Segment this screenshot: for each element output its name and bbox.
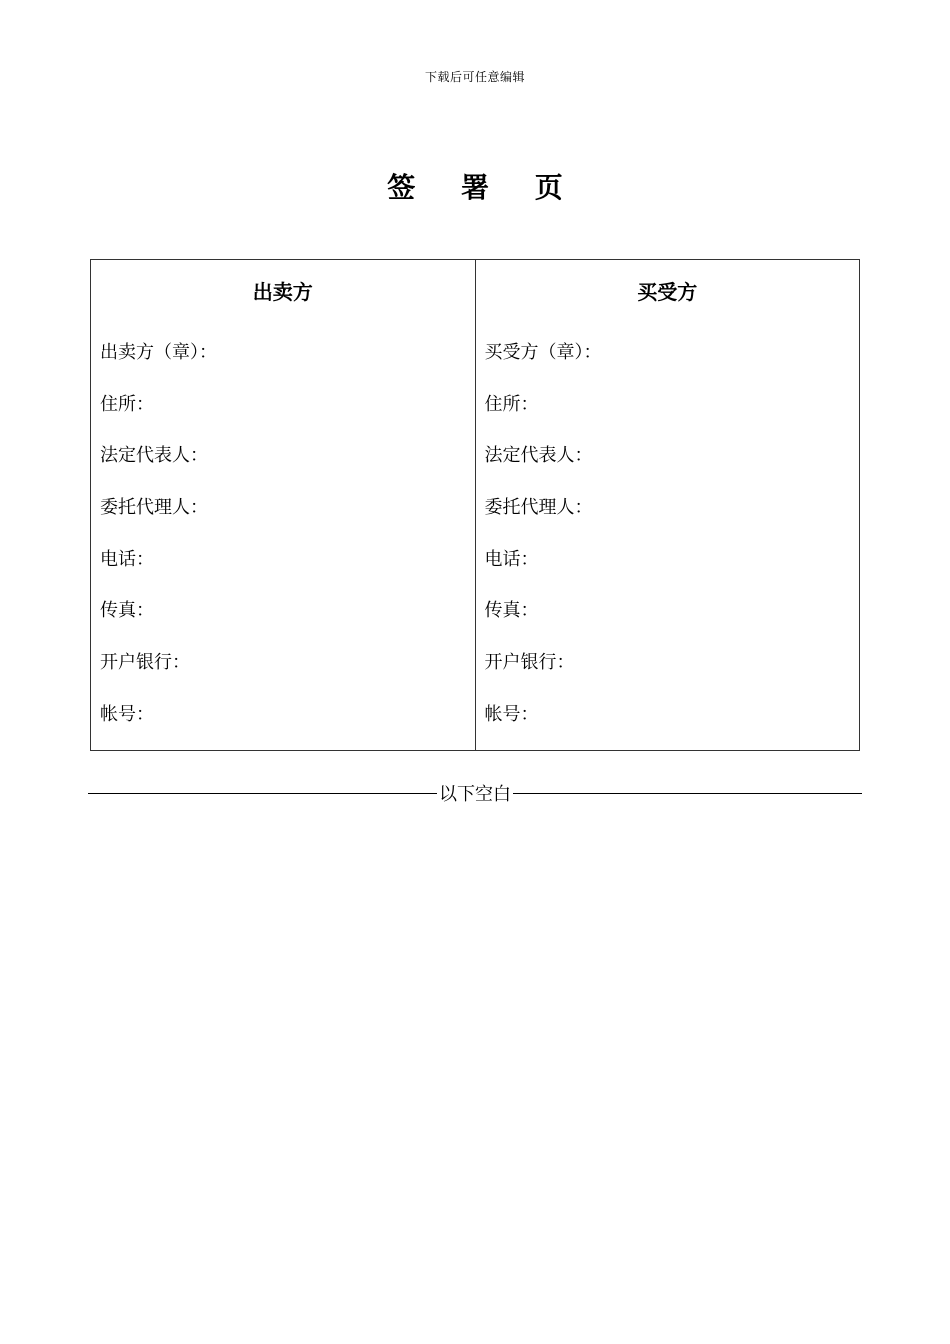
seller-agent-field: 委托代理人： bbox=[100, 497, 208, 519]
buyer-phone-field: 电话： bbox=[484, 548, 539, 570]
seller-field-list bbox=[100, 342, 217, 756]
buyer-field-list bbox=[485, 342, 602, 756]
seller-address-field: 住所： bbox=[100, 393, 154, 415]
seller-account-field: 帐号： bbox=[100, 703, 154, 725]
page-title: 签 署 页 bbox=[387, 171, 581, 204]
seller-heading: 出卖方 bbox=[252, 280, 313, 304]
buyer-heading: 买受方 bbox=[637, 280, 698, 304]
right-rule bbox=[513, 793, 862, 794]
seller-phone-field: 电话： bbox=[100, 548, 154, 570]
buyer-legal-rep-field: 法定代表人： bbox=[484, 445, 593, 467]
header-note: 下载后可任意编辑 bbox=[424, 70, 525, 84]
blank-below-line bbox=[88, 780, 862, 806]
signature-table bbox=[90, 259, 860, 751]
buyer-column bbox=[475, 260, 860, 750]
buyer-bank-field: 开户银行： bbox=[484, 652, 575, 674]
seller-seal-field: 出卖方（章）： bbox=[100, 342, 217, 363]
seller-bank-field: 开户银行： bbox=[100, 652, 190, 674]
blank-below-text: 以下空白 bbox=[439, 784, 511, 805]
buyer-address-field: 住所： bbox=[484, 393, 539, 415]
seller-legal-rep-field: 法定代表人： bbox=[100, 445, 208, 467]
buyer-agent-field: 委托代理人： bbox=[484, 497, 593, 519]
seller-fax-field: 传真： bbox=[100, 600, 154, 622]
buyer-account-field: 帐号： bbox=[484, 703, 539, 725]
seller-column bbox=[91, 260, 475, 750]
buyer-fax-field: 传真： bbox=[484, 600, 539, 622]
left-rule bbox=[88, 793, 437, 794]
buyer-seal-field: 买受方（章）： bbox=[484, 342, 602, 363]
